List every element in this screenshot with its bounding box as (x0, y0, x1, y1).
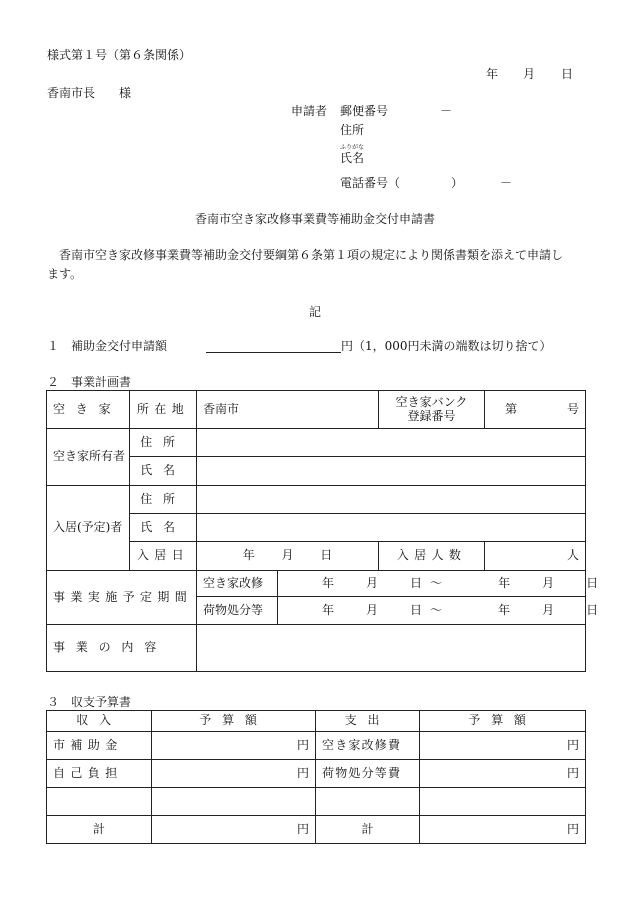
city-subsidy-label: 市補助金 (47, 732, 152, 760)
document-title: 香南市空き家改修事業費等補助金交付申請書 (194, 212, 435, 226)
move-in-date-label: 入居日 (130, 542, 197, 571)
section1-amount (206, 339, 552, 353)
owner-address-value (197, 429, 586, 457)
expense-total-yen: 円 (420, 816, 586, 844)
phone-label: 電話番号（ (340, 176, 401, 190)
section3-label: ３ 収支予算書 (47, 695, 132, 709)
body-text-line1: 香南市空き家改修事業費等補助金交付要綱第６条第１項の規定により関係書類を添えて申請し (59, 248, 564, 262)
content-label: 事業の内容 (47, 625, 197, 672)
location-value: 香南市 (197, 391, 379, 429)
resident-name-value (197, 514, 586, 542)
renovation-cost-yen: 円 (420, 732, 586, 760)
date-month: 月 (523, 67, 536, 81)
disposal-period: 年 月 日 ～ 年 月 日 (278, 597, 586, 625)
disposal-cost-label: 荷物処分等費 (316, 760, 420, 788)
blank-expense (316, 788, 420, 816)
income-total-yen: 円 (152, 816, 316, 844)
move-in-date-value: 年 月 日 (197, 542, 379, 571)
bank-label: 空き家バンク 登録番号 (379, 391, 485, 429)
expense-header: 支出 (316, 711, 420, 732)
resident-address-label: 住所 (130, 486, 197, 514)
table-row (47, 732, 586, 760)
table-row (47, 391, 586, 429)
renovation-label: 空き家改修 (197, 571, 278, 597)
amount-note: （1，000円未満の端数は切り捨て） (353, 339, 552, 353)
resident-count-label: 入居人数 (379, 542, 485, 571)
location-label: 所在地 (130, 391, 197, 429)
self-burden-yen: 円 (152, 760, 316, 788)
table-row (47, 711, 586, 732)
address-label: 住所 (340, 123, 365, 137)
phone-dash: － (500, 176, 513, 190)
self-burden-label: 自己負担 (47, 760, 152, 788)
amount-unit: 円 (341, 339, 354, 353)
budget-table (46, 710, 586, 844)
owner-address-label: 住所 (130, 429, 197, 457)
amount-underline (206, 339, 341, 353)
owner-name-label: 氏名 (130, 457, 197, 486)
city-subsidy-yen: 円 (152, 732, 316, 760)
income-total-label: 計 (47, 816, 152, 844)
disposal-cost-yen: 円 (420, 760, 586, 788)
content-value (197, 625, 586, 672)
income-header: 収入 (47, 711, 152, 732)
furigana-label: ふりがな (340, 144, 365, 151)
section2-label: ２ 事業計画書 (47, 375, 132, 389)
table-row (47, 788, 586, 816)
body-text-line2: ます。 (47, 267, 83, 281)
business-plan-table (46, 390, 599, 672)
ki-heading: 記 (308, 305, 321, 319)
resident-count-unit: 人 (485, 542, 586, 571)
name-label-text: 氏名 (340, 151, 365, 165)
table-row (47, 625, 586, 672)
budget-header-income: 予算額 (152, 711, 316, 732)
name-label (340, 144, 364, 165)
date-day: 日 (561, 67, 574, 81)
renovation-cost-label: 空き家改修費 (316, 732, 420, 760)
resident-name-label: 氏名 (130, 514, 197, 542)
owner-name-value (197, 457, 586, 486)
blank-expense-amount (420, 788, 586, 816)
blank-income (47, 788, 152, 816)
applicant-role: 申請者 (291, 104, 328, 118)
expense-total-label: 計 (316, 816, 420, 844)
renovation-period: 年 月 日 ～ 年 月 日 (278, 571, 586, 597)
bank-number: 第 号 (485, 391, 586, 429)
table-row (47, 760, 586, 788)
schedule-label: 事業実施予定期間 (47, 571, 197, 625)
owner-label: 空き家所有者 (47, 429, 130, 486)
postal-label: 郵便番号 (340, 104, 389, 118)
section1-label: １ 補助金交付申請額 (47, 339, 168, 353)
table-row (47, 816, 586, 844)
form-number: 様式第１号（第６条関係） (47, 48, 192, 62)
table-row (47, 429, 586, 457)
table-row (47, 571, 586, 597)
akiya-label: 空き家 (47, 391, 130, 429)
resident-address-value (197, 486, 586, 514)
postal-dash: － (440, 104, 453, 118)
addressee: 香南市長 様 (47, 86, 132, 100)
date-year: 年 (486, 67, 499, 81)
table-row (47, 486, 586, 514)
phone-close: ） (451, 176, 464, 190)
budget-header-expense: 予算額 (420, 711, 586, 732)
disposal-label: 荷物処分等 (197, 597, 278, 625)
blank-income-amount (152, 788, 316, 816)
resident-label: 入居(予定)者 (47, 486, 130, 571)
